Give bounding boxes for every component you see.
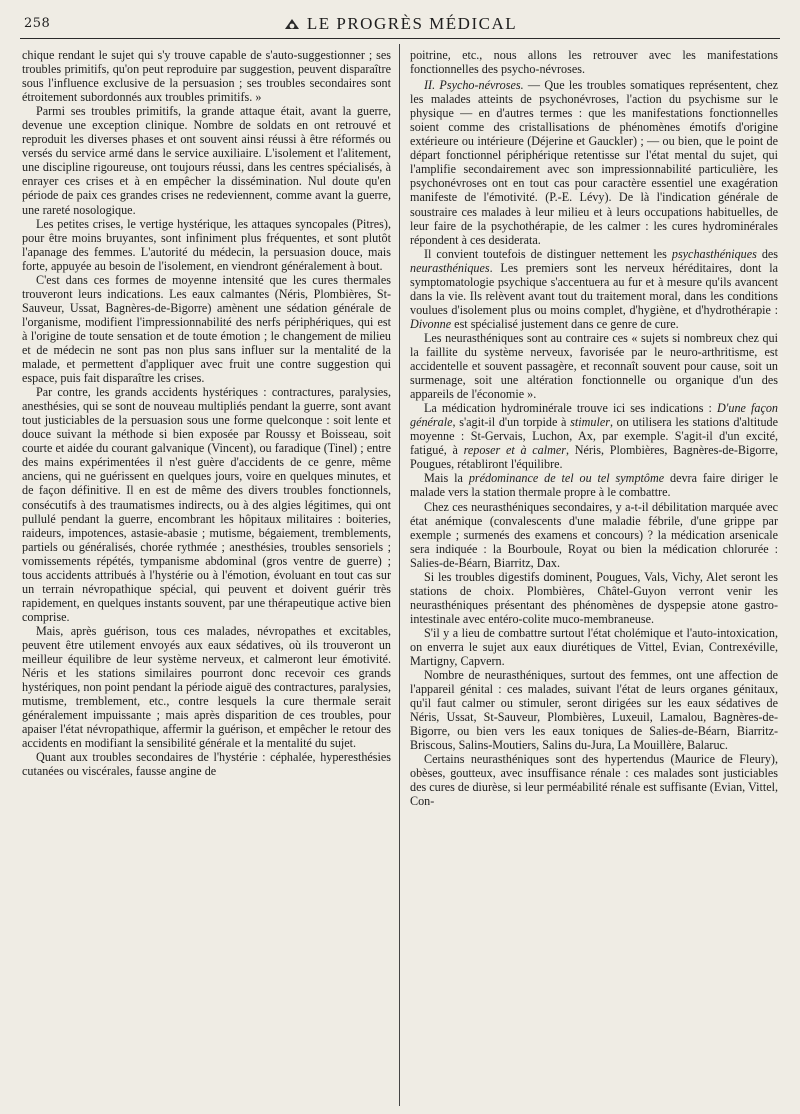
paragraph: Nombre de neurasthéniques, surtout des femmes, ont une affection de l'appareil génital : ces malades, suivant l'état de leurs organes génitaux, qu'il faut calmer ou stimuler, seront dirigées sur les eaux sédatives de Néris, Ussat, St-Sauveur, Plombières, Luxeuil, Lamalou, Bagnères-de-Bigorre, ou bien vers les eaux toniques de Salies-de-Béarn, Biarritz-Briscous, Salins-Moutiers, Salins du-Jura, La Mouillère, Balaruc. <box>410 668 778 753</box>
text-run: devra faire diriger le malade vers la station thermale propre à le combattre. <box>410 471 778 500</box>
text-run: Mais la <box>424 471 469 486</box>
section-heading: II. Psycho-névroses. <box>424 78 524 93</box>
text-run: est spécialisé justement dans ce genre de cure. <box>451 316 679 331</box>
italic-term: stimuler <box>570 415 610 430</box>
text-run: La médication hydrominérale trouve ici ses indications : <box>424 401 718 416</box>
page-number: 258 <box>24 16 51 31</box>
running-header <box>20 8 780 39</box>
paragraph: Si les troubles digestifs dominent, Pougues, Vals, Vichy, Alet seront les stations de choix. Plombières, Châtel-Guyon verront venir les neurasthéniques présentant des phénomènes de dyspepsie atone gastro-intestinale avec entéro-colite muco-membraneuse. <box>410 569 778 626</box>
text-run: , Néris, Plombières, Bagnères-de-Bigorre, Pougues, rétabliront l'équilibre. <box>410 443 778 472</box>
paragraph <box>410 247 778 331</box>
italic-term: prédominance de tel ou tel symptôme <box>468 471 665 486</box>
paragraph: Mais, après guérison, tous ces malades, névropathes et excitables, peuvent être utilement envoyés aux eaux sédatives, où ils trouveront un meilleur équilibre de leur système nerveux, et calmeront leur émotivité. Néris et les stations similaires pourront donc recevoir ces grands hystériques, non point pendant la période aiguë des contractures, paralysies, mutisme, tremblement, etc., contre lesquels la cure thermale serait généralement impuissante ; mais après disparition de ces troubles, pour apaiser l'état névropathique, affermir la guérison, et empêcher le retour des accidents en modifiant la sensibilité générale et la mentalité du sujet. <box>22 623 391 751</box>
paragraph: S'il y a lieu de combattre surtout l'état cholémique et l'auto-intoxication, on enverra le sujet aux eaux diurétiques de Vittel, Evian, Contrexéville, Martigny, Capvern. <box>410 625 778 669</box>
text-run: . Les premiers sont les nerveux héréditaires, dont la symptomatologie psychique s'accentuera au fur et à mesure qu'ils avancent dans la vie. Ils relèvent avant tout du traitement moral, dans les conditions voulues d'isolement plus ou moins complet, d'hygiène, et d'hydrothérapie : <box>410 260 778 317</box>
left-column <box>22 48 391 1108</box>
italic-term: reposer et à calmer <box>463 443 566 458</box>
paragraph: Certains neurasthéniques sont des hypertendus (Maurice de Fleury), obèses, goutteux, avec insuffisance rénale : ces malades sont justiciables des cures de diurèse, si leur perméabilité rénale est suffisante (Evian, Vittel, Con- <box>410 752 778 809</box>
paragraph: Les neurasthéniques sont au contraire ces « sujets si nombreux chez qui la faillite du système nerveux, favorisée par le neuro-arthritisme, est accidentelle et souvent passagère, et reconnaît souvent pour cause, soit un surmenage, soit une altération fonctionnelle ou organique d'un des appareils de l'économie ». <box>410 330 778 402</box>
journal-emblem-icon <box>283 16 301 36</box>
right-column <box>410 48 778 1108</box>
italic-term: D'une façon générale <box>410 401 778 430</box>
text-run: des <box>756 246 778 261</box>
paragraph: Parmi ses troubles primitifs, la grande attaque était, avant la guerre, devenue une exception clinique. Nombre de soldats en ont retrouvé et reproduit les diverses phases et ont souvent ainsi réussi à être réformés ou versés du service armé dans le service auxiliaire. L'isolement et l'alitement, une discipline rigoureuse, ont toujours réussi, dans les centres spécialisés, à enrayer ces crises et à en empêcher la dissémination. Nul doute qu'en période de paix ces grandes crises ne redeviennent, comme avant la guerre, une rareté nosologique. <box>22 104 391 217</box>
italic-term: neurasthéniques <box>410 260 490 275</box>
journal-title: LE PROGRÈS MÉDICAL <box>306 14 518 33</box>
paragraph: chique rendant le sujet qui s'y trouve capable de s'auto-suggestionner ; ses troubles primitifs, qu'on peut reproduire par suggestion, peuvent disparaître sous l'influence exclusive de la persuasion ; ses troubles secondaires sont étroitement subordonnés aux troubles primitifs. » <box>22 48 391 105</box>
paragraph <box>410 401 778 471</box>
column-divider <box>399 44 400 1106</box>
italic-term: Divonne <box>410 316 452 331</box>
paragraph: C'est dans ces formes de moyenne intensité que les cures thermales trouveront leurs indications. Les eaux calmantes (Néris, Plombières, St-Sauveur, Ussat, Bagnères-de-Bigorre) amènent une sédation générale de l'organisme, modifient l'impressionnabilité des nerfs périphériques, qui est à l'origine de toute sensation et de toute émotion ; le changement de milieu et de médecin ne sont pas non plus sans influer sur la mentalité de la malade, et permettent d'appliquer avec fruit une contre suggestion qui espace, puis fait disparaître les crises. <box>22 272 391 386</box>
text-run: , s'agit-il d'un torpide à <box>452 415 571 430</box>
text-run: Il convient toutefois de distinguer nettement les <box>424 246 672 261</box>
paragraph: Les petites crises, le vertige hystérique, les attaques syncopales (Pitres), pour être moins bruyantes, sont infiniment plus fréquentes, et sont plutôt l'apanage des femmes. L'autorité du médecin, la persuasion douce, mais forte, appuyée au besoin de l'isolement, en viendront généralement à bout. <box>22 216 391 273</box>
paragraph: poitrine, etc., nous allons les retrouver avec les manifestations fonctionnelles des psycho-névroses. <box>410 48 778 77</box>
section-text: — Que les troubles somatiques représentent, chez les malades atteints de psychonévroses, l'action du psychisme sur le physique — en d'autres termes : que les manifestations fonctionnelles soient comme des cristallisations de phénomènes émotifs d'origine extérieure ou intérieure (Déjerine et Gauckler) ; — ou bien, que le point de départ fonctionnel périphérique retentisse sur l'état mental du sujet, qui l'amplifie secondairement avec son impressionnabilité particulière, les psychonévroses ont en tout cas pour caractère essentiel une exagération manifeste de l'émotivité. (P.-E. Lévy). De là l'indication générale de soustraire ces malades à leur milieu et à leurs occupations habituelles, de leur faire de la psychothérapie, de les calmer : les cures hydrominérales répondent à ces desiderata. <box>410 78 778 247</box>
paragraph: Chez ces neurasthéniques secondaires, y a-t-il débilitation marquée avec état anémique (convalescents d'une maladie fébrile, d'une grippe par exemple ; surmenés des examens et concours) ? la médication arsenicale sera indiquée : la Bourboule, Royat ou bien la médication chlorurée : Salies-de-Béarn, Biarritz, Dax. <box>410 499 778 570</box>
italic-term: psychasthéniques <box>671 246 757 261</box>
text-run: , on utilisera les stations d'altitude moyenne : St-Gervais, Luchon, Ax, par exemple. S'agit-il d'un excité, fatigué, à <box>410 415 778 458</box>
paragraph <box>410 471 778 499</box>
section-paragraph <box>410 78 778 247</box>
paragraph: Quant aux troubles secondaires de l'hystérie : céphalée, hyperesthésies cutanées ou viscérales, fausse angine de <box>22 750 391 779</box>
paragraph: Par contre, les grands accidents hystériques : contractures, paralysies, anesthésies, qui se sont de nouveau multipliés pendant la guerre, sont avant tout justiciables de la persuasion sous une forme quelconque : soit lente et douce suivant la méthode si bien exposée par Roussy et Boisseau, soit courte et aidée du courant galvanique (Vincent), ou faradique (Tinel) ; entre des mains expérimentées il n'est guère d'accidents de ce genre, même anciens, qui ne guérissent en quelques jours, voire en quelques minutes, et de façon définitive. Il en est de même des divers troubles fonctionnels, consécutifs à des traumatismes indirects, ou à des algies légitimes, qui ont pullulé pendant la guerre, encombrant les hôpitaux militaires : boiteries, raideurs, impotences, astasie-abasie ; mutisme, bégaiement, tremblements, partiels ou généralisés, chorée rythmée ; anesthésies, troubles sensoriels ; vomissements répétés, tympanisme abdominal (gros ventre de guerre) ; tous accidents attribués à l'hystérie ou à l'émotion, évoluant en tout cas sur un terrain névropathique spécial, qui peuvent et doivent guérir très rapidement, en quelques instants souvent, par une thérapeutique active bien comprise. <box>22 385 391 624</box>
journal-title-line <box>20 14 780 36</box>
